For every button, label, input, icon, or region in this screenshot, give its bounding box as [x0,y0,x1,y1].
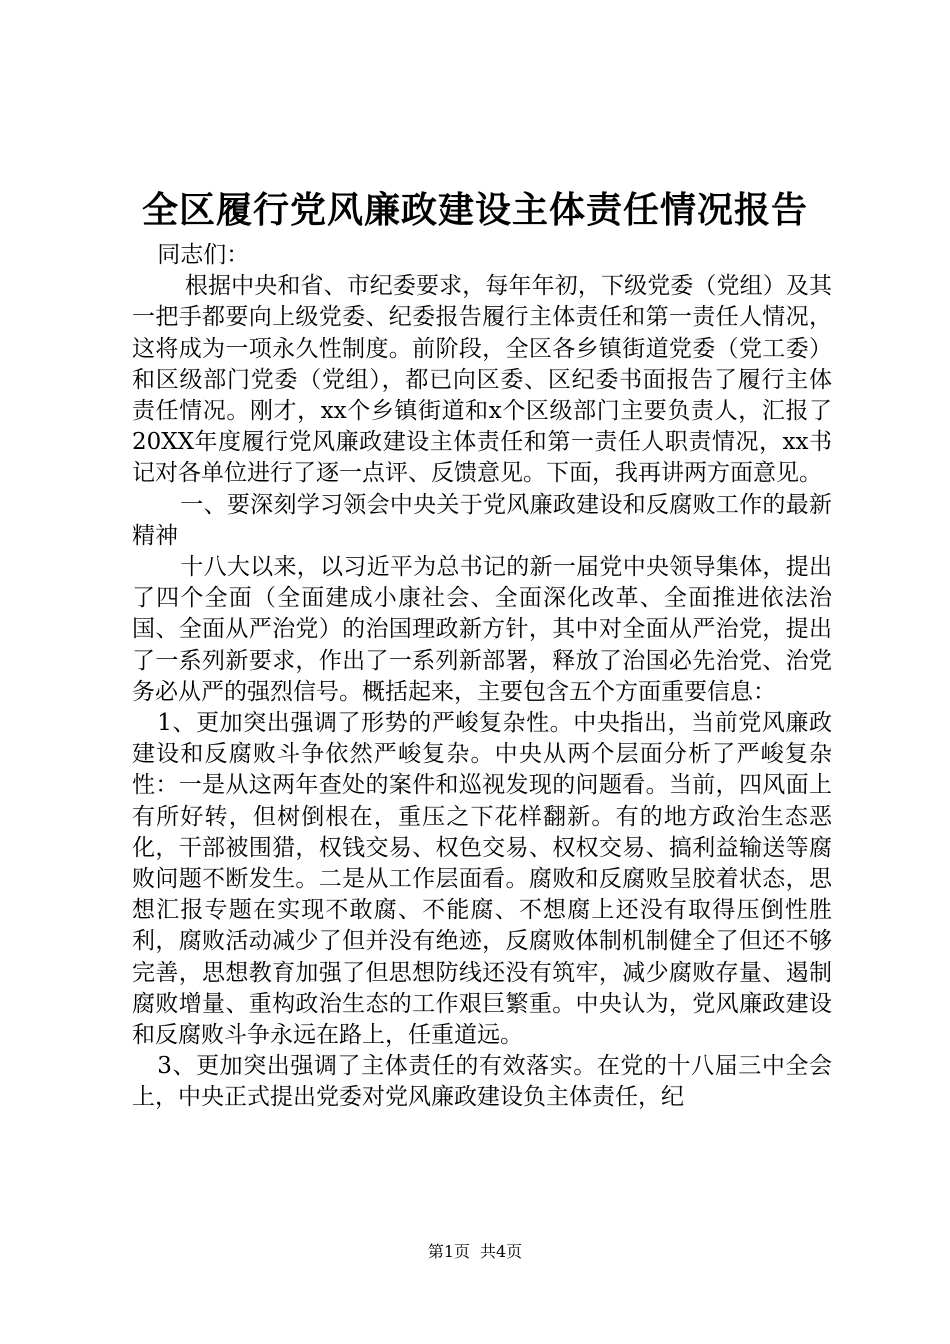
salutation-paragraph: 同志们： [157,242,250,268]
section-heading: 一、要深刻学习领会中央关于党风廉政建设和反腐败工作的最新精神 [132,491,832,549]
numbered-paragraph: 1、更加突出强调了形势的严峻复杂性。中央指出，当前党风廉政建设和反腐败斗争依然严峻复杂。中央从两个层面分析了严峻复杂性：一是从这两年查处的案件和巡视发现的问题看。当前，四风面上有所好转，但树倒根在，重压之下花样翻新。有的地方政治生态恶化，干部被围猎，权钱交易、权色交易、权权交易、搞利益输送等腐败问题不断发生。二是从工作层面看。腐败和反腐败呈胶着状态，思想汇报专题在实现不敢腐、不能腐、不想腐上还没有取得压倒性胜利，腐败活动减少了但并没有绝迹，反腐败体制机制健全了但还不够完善，思想教育加强了但思想防线还没有筑牢，减少腐败存量、遏制腐败增量、重构政治生态的工作艰巨繁重。中央认为，党风廉政建设和反腐败斗争永远在路上，任重道远。 [132,710,832,1049]
total-pages: 共4页 [480,1242,523,1261]
intro-paragraph: 根据中央和省、市纪委要求，每年年初，下级党委（党组）及其一把手都要向上级党委、纪委报告履行主体责任和第一责任人情况，这将成为一项永久性制度。前阶段，全区各乡镇街道党委（党工委）和区级部门党委（党组），都已向区委、区纪委书面报告了履行主体责任情况。刚才，xx个乡镇街道和x个区级部门主要负责人，汇报了20XX年度履行党风廉政建设主体责任和第一责任人职责情况，xx书记对各单位进行了逐一点评、反馈意见。下面，我再讲两方面意见。 [132,273,832,487]
document-body [132,240,832,1114]
body-paragraph: 十八大以来，以习近平为总书记的新一届党中央领导集体，提出了四个全面（全面建成小康社会、全面深化改革、全面推进依法治国、全面从严治党）的治国理政新方针，其中对全面从严治党，提出了一系列新要求，作出了一系列新部署，释放了治国必先治党、治党务必从严的强烈信号。概括起来，主要包含五个方面重要信息： [132,554,832,705]
page-footer [0,1242,950,1262]
document-title: 全区履行党风廉政建设主体责任情况报告 [141,189,808,231]
numbered-paragraph: 3、更加突出强调了主体责任的有效落实。在党的十八届三中全会上，中央正式提出党委对党风廉政建设负主体责任，纪 [132,1053,832,1111]
page-number: 第1页 [427,1242,470,1261]
